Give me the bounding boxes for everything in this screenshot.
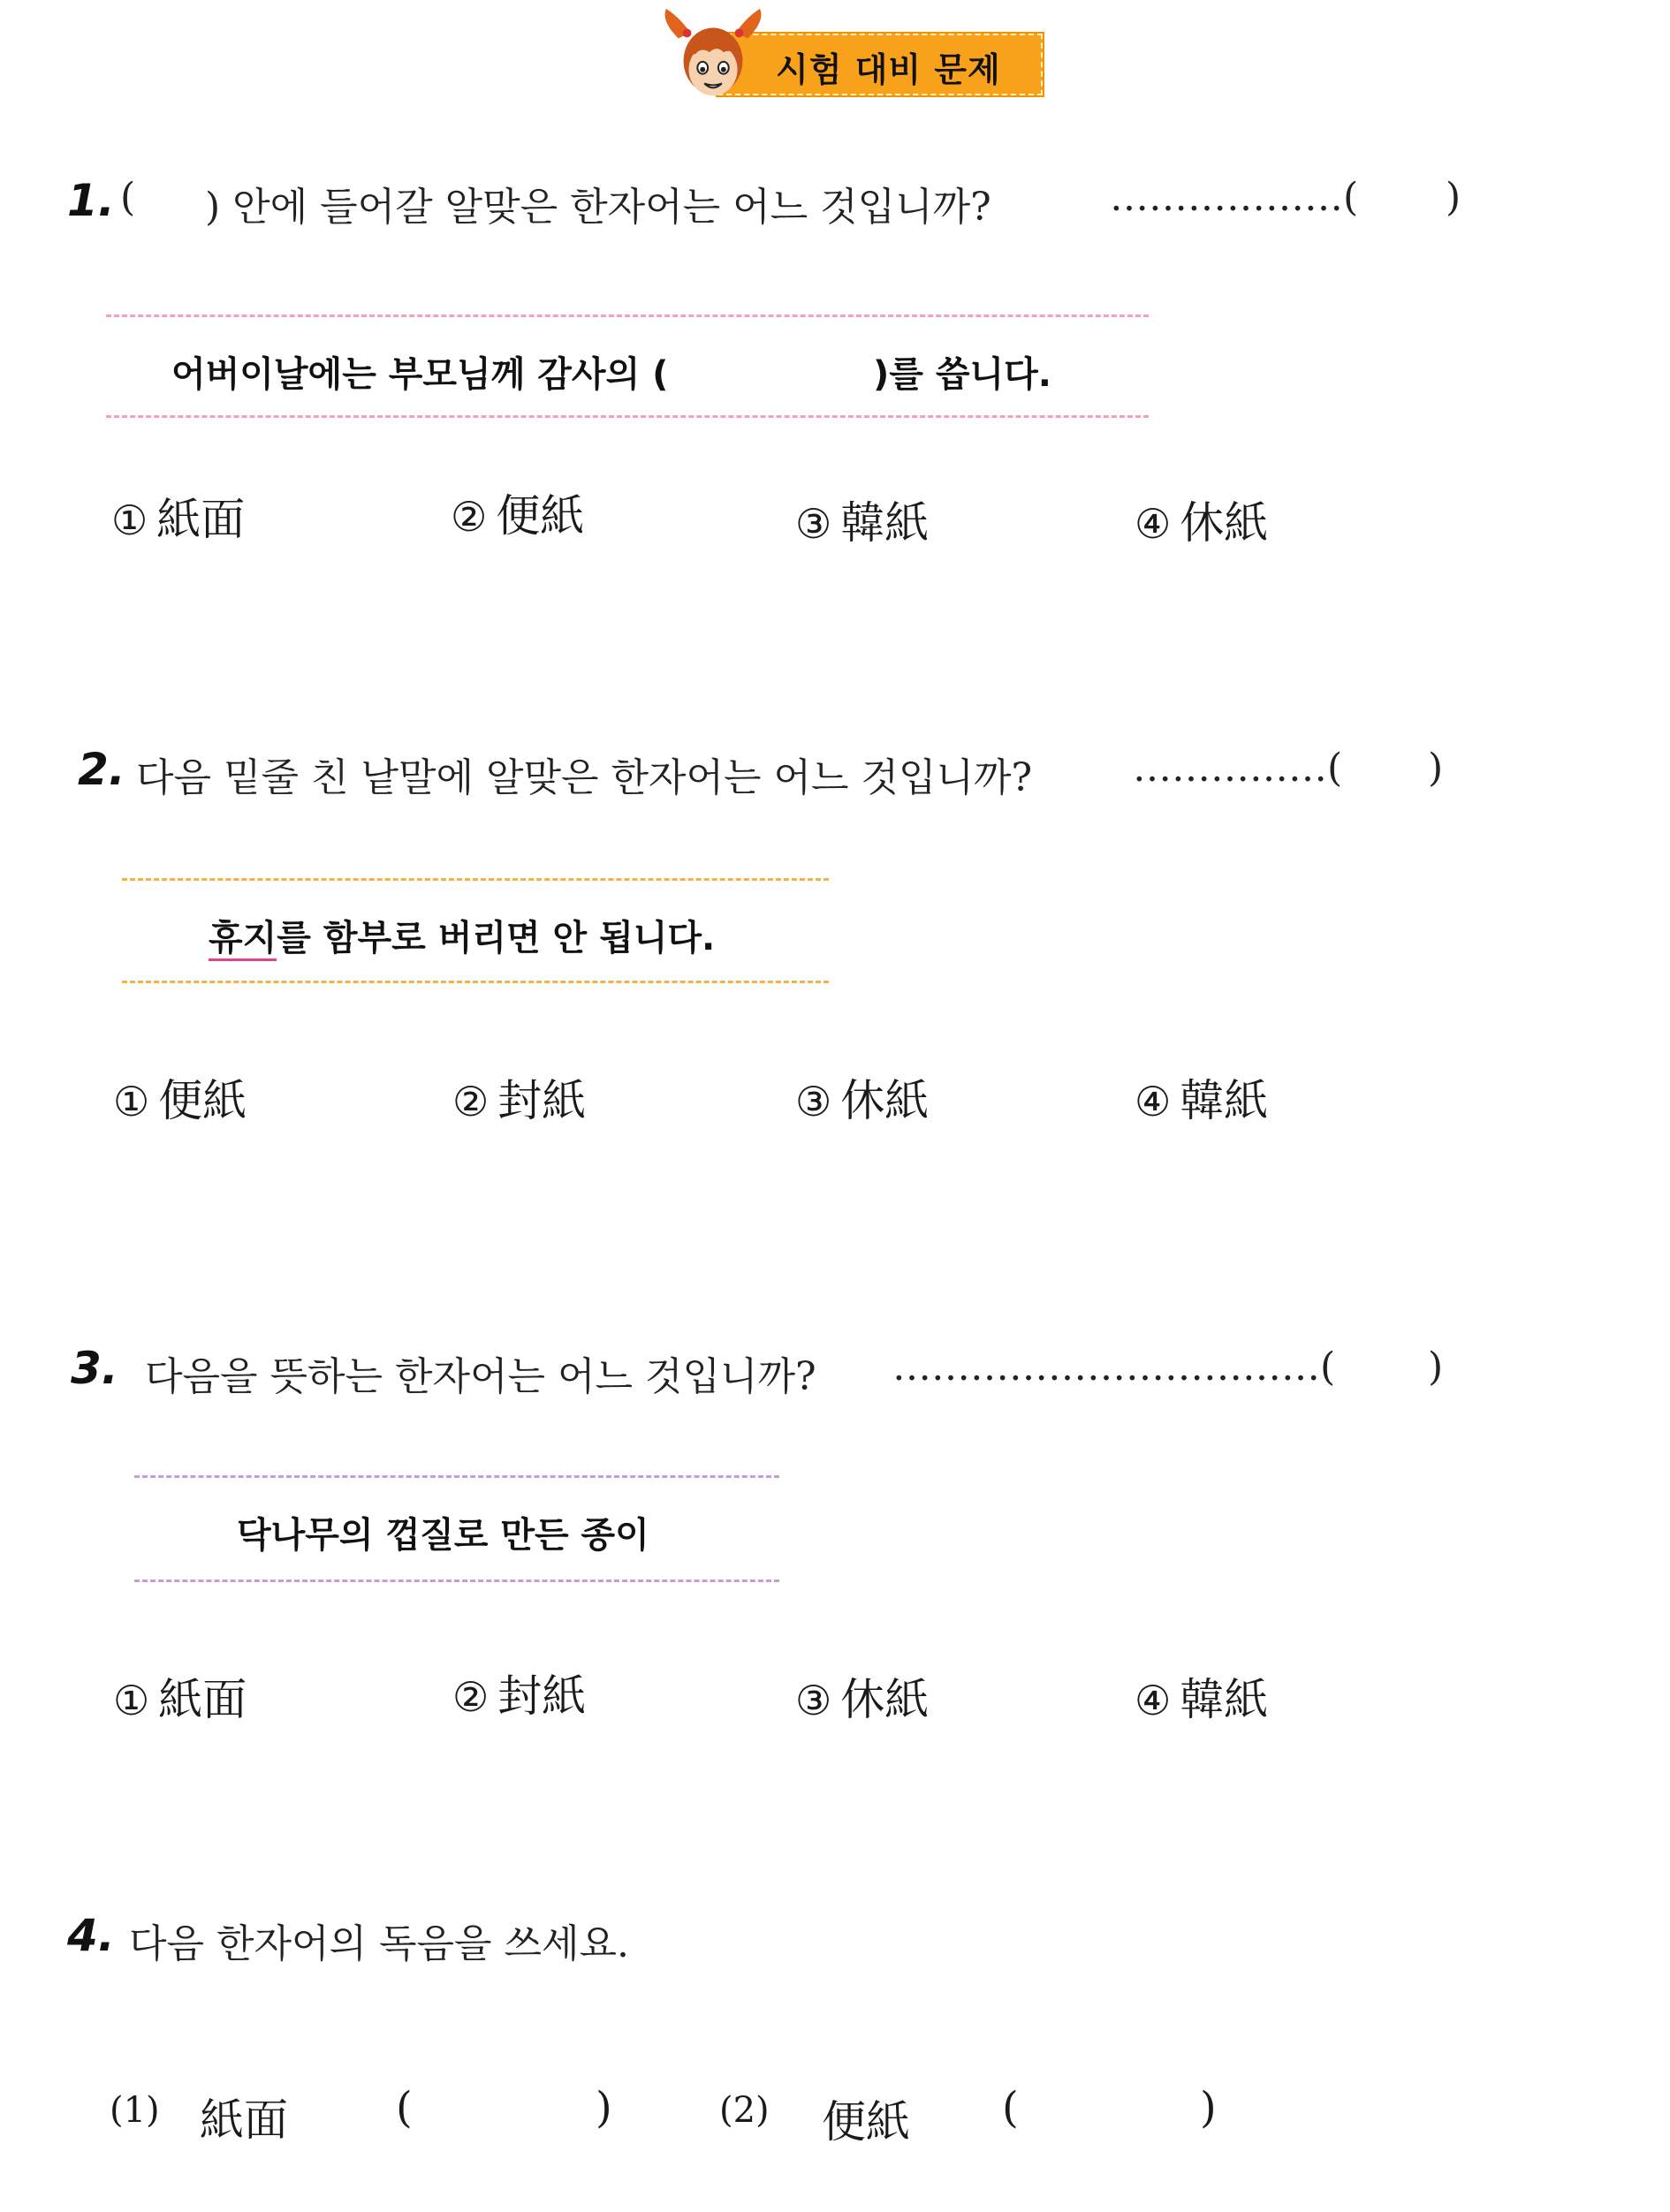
q3-box-bottom-line bbox=[134, 1579, 779, 1582]
q3-option-2[interactable] bbox=[452, 1661, 586, 1724]
q2-box-top-line bbox=[122, 878, 829, 881]
q2-answer-dots: ……………( bbox=[1133, 746, 1343, 791]
q2-number: 2. bbox=[78, 744, 125, 795]
option-text: 韓紙 bbox=[1180, 1674, 1269, 1725]
q4-item-2-close: ) bbox=[1200, 2083, 1217, 2132]
q4-number: 4. bbox=[67, 1910, 115, 1961]
option-text: 休紙 bbox=[840, 1075, 930, 1126]
q4-item-1-text: 紙面 bbox=[200, 2095, 288, 2146]
q2-option-1[interactable] bbox=[113, 1065, 247, 1129]
q2-underlined-word: 휴지 bbox=[209, 918, 277, 961]
q4-item-2-answer-field[interactable] bbox=[1030, 2087, 1189, 2134]
q3-option-3[interactable] bbox=[795, 1664, 929, 1728]
q1-option-2[interactable] bbox=[451, 481, 584, 544]
q1-number: 1. bbox=[67, 175, 115, 226]
q4-item-1-open: ( bbox=[396, 2083, 413, 2132]
q3-option-4[interactable] bbox=[1135, 1664, 1268, 1728]
option-number: ④ bbox=[1135, 1078, 1172, 1125]
q3-question-text: 다음을 뜻하는 한자어는 어느 것입니까? bbox=[145, 1354, 816, 1399]
q3-box-top-line bbox=[134, 1475, 779, 1478]
option-number: ① bbox=[113, 1078, 150, 1125]
q4-item-2-open: ( bbox=[1002, 2083, 1019, 2132]
q2-box-text bbox=[209, 910, 715, 960]
option-number: ① bbox=[111, 496, 148, 544]
q1-paren-open: ( bbox=[120, 175, 136, 220]
q1-question-text: ) 안에 들어갈 알맞은 한자어는 어느 것입니까? bbox=[205, 185, 991, 230]
option-number: ② bbox=[452, 1078, 490, 1125]
option-number: ④ bbox=[1135, 500, 1172, 548]
q1-box-text-a: 어버이날에는 부모님께 감사의 ( bbox=[171, 354, 669, 395]
q2-question-text: 다음 밑줄 친 낱말에 알맞은 한자어는 어느 것입니까? bbox=[136, 755, 1033, 800]
q1-box-text-b: )를 씁니다. bbox=[873, 354, 1051, 395]
q4-question-text: 다음 한자어의 독음을 쓰세요. bbox=[129, 1921, 629, 1966]
option-text: 休紙 bbox=[840, 1674, 930, 1725]
q4-item-2-text: 便紙 bbox=[822, 2096, 910, 2148]
q2-box-bottom-line bbox=[122, 981, 829, 983]
option-text: 韓紙 bbox=[1180, 1075, 1269, 1126]
option-text: 休紙 bbox=[1180, 497, 1269, 549]
option-number: ④ bbox=[1135, 1677, 1172, 1724]
girl-mascot-icon bbox=[661, 4, 765, 108]
option-number: ① bbox=[113, 1677, 150, 1724]
option-text: 便紙 bbox=[496, 490, 585, 542]
q1-box-top-line bbox=[106, 314, 1149, 317]
q4-item-2-num: (2) bbox=[719, 2090, 770, 2131]
q2-box-rest: 를 함부로 버리면 안 됩니다. bbox=[277, 918, 716, 958]
q4-item-1-num: (1) bbox=[110, 2090, 160, 2131]
option-text: 紙面 bbox=[158, 1674, 247, 1725]
q1-option-1[interactable] bbox=[111, 484, 245, 548]
option-number: ③ bbox=[795, 1078, 832, 1125]
header-title: 시험 대비 문제 bbox=[776, 50, 1001, 89]
q4-item-1-close: ) bbox=[596, 2083, 612, 2132]
q3-number: 3. bbox=[71, 1343, 118, 1394]
q4-item-1-answer-field[interactable] bbox=[424, 2087, 583, 2134]
q2-answer-close: ) bbox=[1428, 746, 1444, 791]
q2-option-2[interactable] bbox=[452, 1065, 586, 1129]
option-number: ② bbox=[451, 493, 488, 541]
option-text: 封紙 bbox=[497, 1670, 587, 1722]
q3-answer-close: ) bbox=[1428, 1345, 1444, 1390]
q3-answer-dots: ……………………………( bbox=[892, 1345, 1336, 1390]
q1-answer-dots: ………………( bbox=[1110, 175, 1359, 220]
q1-option-3[interactable] bbox=[795, 488, 929, 551]
option-text: 便紙 bbox=[158, 1075, 247, 1126]
q1-option-4[interactable] bbox=[1135, 488, 1268, 551]
option-text: 紙面 bbox=[156, 494, 246, 545]
option-number: ③ bbox=[795, 500, 832, 548]
q3-box-text: 닥나무의 껍질로 만든 종이 bbox=[237, 1515, 649, 1556]
q2-option-4[interactable] bbox=[1135, 1065, 1268, 1129]
q1-box-bottom-line bbox=[106, 415, 1149, 418]
option-text: 封紙 bbox=[497, 1075, 587, 1126]
option-text: 韓紙 bbox=[840, 497, 930, 549]
q2-option-3[interactable] bbox=[795, 1065, 929, 1129]
option-number: ③ bbox=[795, 1677, 832, 1724]
option-number: ② bbox=[452, 1673, 490, 1721]
q3-option-1[interactable] bbox=[113, 1664, 247, 1728]
q1-answer-close: ) bbox=[1446, 175, 1461, 220]
